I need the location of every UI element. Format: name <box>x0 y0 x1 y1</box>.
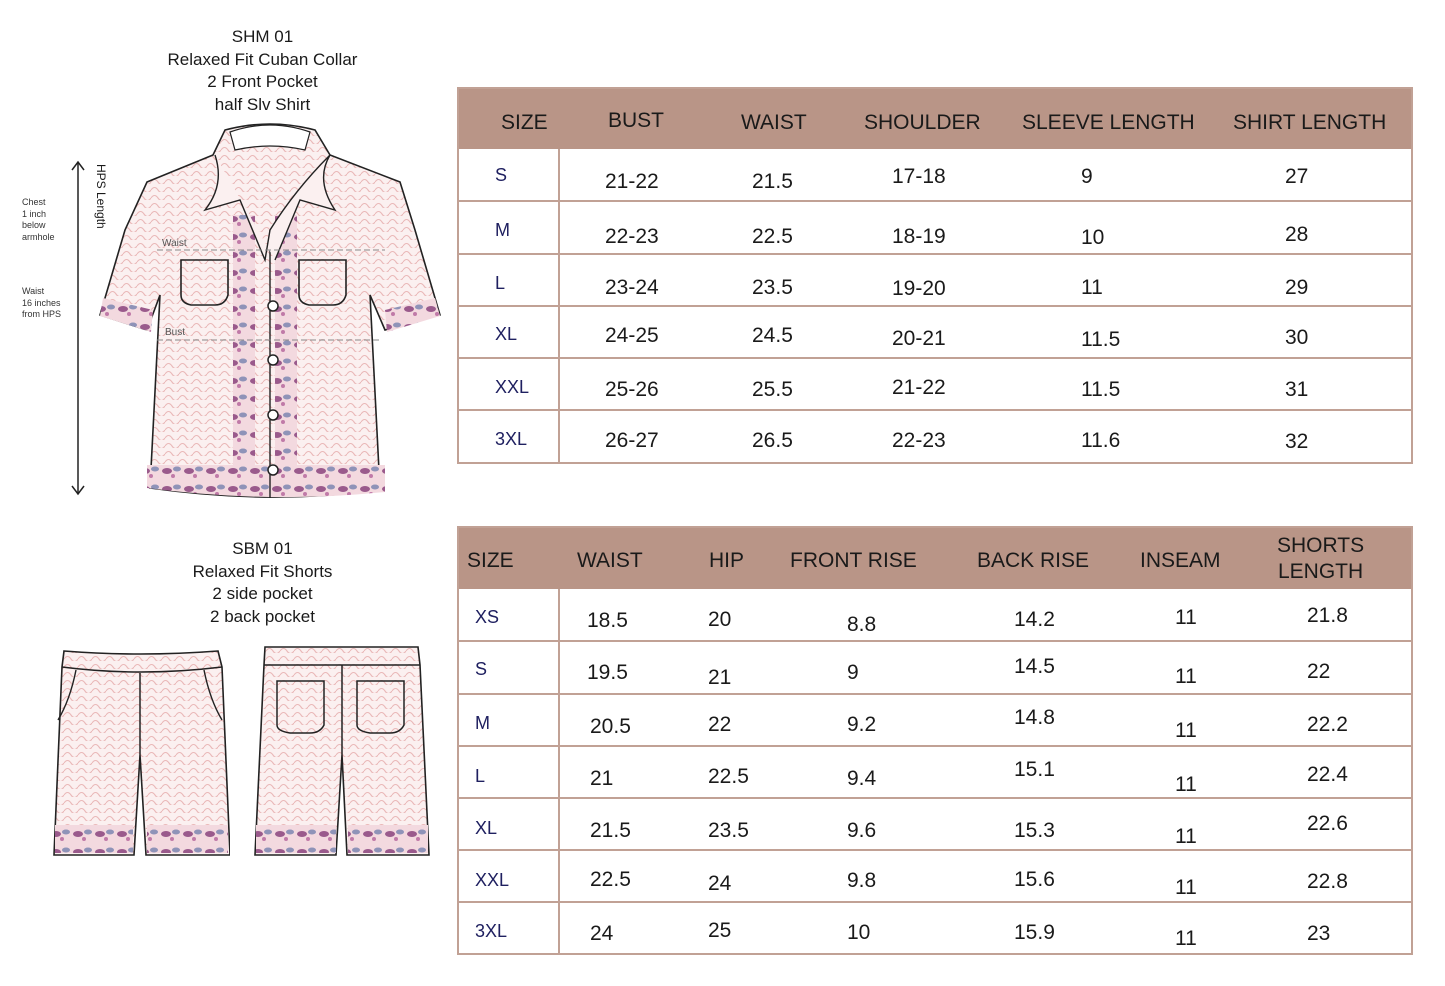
waist-value: 25.5 <box>752 378 793 401</box>
size-label: M <box>475 713 490 733</box>
sleeve-value: 11.6 <box>1081 429 1121 452</box>
shorts-fit: Relaxed Fit Shorts <box>192 561 333 581</box>
inseam-value: 11 <box>1175 773 1197 796</box>
header-sleeve-length: SLEEVE LENGTH <box>1022 111 1195 134</box>
inseam-value: 11 <box>1175 665 1197 688</box>
header-waist: WAIST <box>741 111 807 134</box>
header-size: SIZE <box>467 549 514 572</box>
size-label: L <box>475 766 486 786</box>
back-rise-value: 14.8 <box>1014 706 1055 729</box>
inseam-value: 11 <box>1175 927 1197 950</box>
header-size: SIZE <box>501 111 548 134</box>
size-label: L <box>495 273 506 293</box>
waist-value: 18.5 <box>587 609 628 632</box>
shirt-pockets: 2 Front Pocket <box>207 72 318 91</box>
header-shirt-length: SHIRT LENGTH <box>1233 111 1387 134</box>
shorts-side-pockets: 2 side pocket <box>212 584 313 603</box>
front-rise-value: 9.4 <box>847 767 877 790</box>
col-divider <box>558 589 560 953</box>
bust-value: 25-26 <box>605 378 659 401</box>
length-value: 32 <box>1285 430 1309 453</box>
size-label: XL <box>475 818 498 838</box>
back-rise-value: 15.3 <box>1014 819 1055 842</box>
front-rise-value: 9 <box>847 661 859 684</box>
shorts-length-value: 23 <box>1307 922 1331 945</box>
waist-value: 24.5 <box>752 324 793 347</box>
sleeve-value: 10 <box>1081 226 1105 249</box>
header-shoulder: SHOULDER <box>864 111 981 134</box>
bust-value: 22-23 <box>605 225 659 248</box>
waist-value: 26.5 <box>752 429 793 452</box>
sleeve-value: 11.5 <box>1081 378 1121 401</box>
inseam-value: 11 <box>1175 606 1197 629</box>
header-shorts-length: SHORTS LENGTH <box>1277 534 1365 583</box>
sleeve-value: 11 <box>1081 276 1103 299</box>
shorts-style-code: SBM 01 <box>232 539 293 558</box>
hip-value: 23.5 <box>708 819 749 842</box>
shorts-length-value: 22.8 <box>1307 870 1348 893</box>
shorts-length-value: 21.8 <box>1307 604 1348 627</box>
front-rise-value: 9.6 <box>847 819 877 842</box>
shoulder-value: 19-20 <box>892 277 946 300</box>
back-rise-value: 15.9 <box>1014 921 1055 944</box>
front-rise-value: 8.8 <box>847 613 877 636</box>
back-rise-value: 15.6 <box>1014 868 1055 891</box>
size-label: 3XL <box>475 921 508 941</box>
shoulder-value: 21-22 <box>892 376 946 399</box>
shoulder-value: 22-23 <box>892 429 946 452</box>
inseam-value: 11 <box>1175 876 1197 899</box>
bust-value: 26-27 <box>605 429 659 452</box>
waist-value: 24 <box>590 922 614 945</box>
hip-value: 24 <box>708 872 732 895</box>
length-value: 30 <box>1285 326 1309 349</box>
shorts-caption <box>140 538 385 628</box>
back-rise-value: 14.5 <box>1014 655 1055 678</box>
shorts-length-value: 22.4 <box>1307 763 1348 786</box>
size-label: XXL <box>495 377 530 397</box>
shoulder-value: 20-21 <box>892 327 946 350</box>
waist-value: 20.5 <box>590 715 631 738</box>
sleeve-value: 11.5 <box>1081 328 1121 351</box>
waist-value: 23.5 <box>752 276 793 299</box>
hip-value: 20 <box>708 608 732 631</box>
hip-value: 21 <box>708 666 732 689</box>
size-label: XL <box>495 324 518 344</box>
hip-value: 25 <box>708 919 732 942</box>
header-bust: BUST <box>608 109 665 132</box>
length-value: 31 <box>1285 378 1309 401</box>
inseam-value: 11 <box>1175 825 1197 848</box>
shirt-sketch <box>95 120 450 500</box>
waist-value: 19.5 <box>587 661 628 684</box>
size-label: M <box>495 220 510 240</box>
header-inseam: INSEAM <box>1140 549 1221 572</box>
hip-value: 22.5 <box>708 765 749 788</box>
bust-value: 23-24 <box>605 276 659 299</box>
waist-note: Waist 16 inches from HPS <box>22 286 62 319</box>
sketch-bust-label: Bust <box>165 327 186 338</box>
header-back-rise: BACK RISE <box>977 549 1090 572</box>
shirt-caption <box>140 26 385 116</box>
bust-value: 24-25 <box>605 324 659 347</box>
shorts-front-sketch <box>50 645 230 860</box>
waist-value: 21.5 <box>590 819 631 842</box>
length-value: 27 <box>1285 165 1309 188</box>
size-label: S <box>475 659 488 679</box>
shirt-sleeve: half Slv Shirt <box>214 94 311 114</box>
inseam-value: 11 <box>1175 719 1197 742</box>
shoulder-value: 18-19 <box>892 225 946 248</box>
waist-value: 21.5 <box>752 170 793 193</box>
hps-length-label: HPS Length <box>94 164 108 229</box>
header-front-rise: FRONT RISE <box>790 549 917 572</box>
shirt-size-table <box>457 87 1413 464</box>
front-rise-value: 10 <box>847 921 871 944</box>
sketch-waist-label: Waist <box>162 238 187 249</box>
back-rise-value: 14.2 <box>1014 608 1055 631</box>
shoulder-value: 17-18 <box>892 165 946 188</box>
shorts-length-value: 22 <box>1307 660 1331 683</box>
shorts-back-pockets: 2 back pocket <box>210 606 315 626</box>
size-label: 3XL <box>495 429 528 449</box>
length-value: 29 <box>1285 276 1309 299</box>
chest-note: Chest 1 inch below armhole <box>22 197 55 242</box>
shirt-fit: Relaxed Fit Cuban Collar <box>167 49 358 69</box>
size-label: S <box>495 165 508 185</box>
shorts-back-sketch <box>252 645 432 860</box>
front-rise-value: 9.8 <box>847 869 877 892</box>
header-hip: HIP <box>709 549 745 572</box>
hps-length-arrow-icon <box>68 158 88 498</box>
shirt-table-header <box>459 89 1411 149</box>
shorts-length-value: 22.2 <box>1307 713 1348 736</box>
bust-value: 21-22 <box>605 170 659 193</box>
size-label: XS <box>475 607 500 627</box>
front-rise-value: 9.2 <box>847 713 877 736</box>
waist-value: 22.5 <box>752 225 793 248</box>
shorts-table-header <box>459 528 1411 589</box>
shorts-size-table <box>457 526 1413 955</box>
back-rise-value: 15.1 <box>1014 758 1055 781</box>
size-label: XXL <box>475 870 510 890</box>
shirt-style-code: SHM 01 <box>231 27 294 46</box>
hip-value: 22 <box>708 713 732 736</box>
waist-value: 22.5 <box>590 868 631 891</box>
waist-value: 21 <box>590 767 614 790</box>
length-value: 28 <box>1285 223 1309 246</box>
sleeve-value: 9 <box>1081 165 1093 188</box>
header-waist: WAIST <box>577 549 643 572</box>
shorts-length-value: 22.6 <box>1307 812 1348 835</box>
